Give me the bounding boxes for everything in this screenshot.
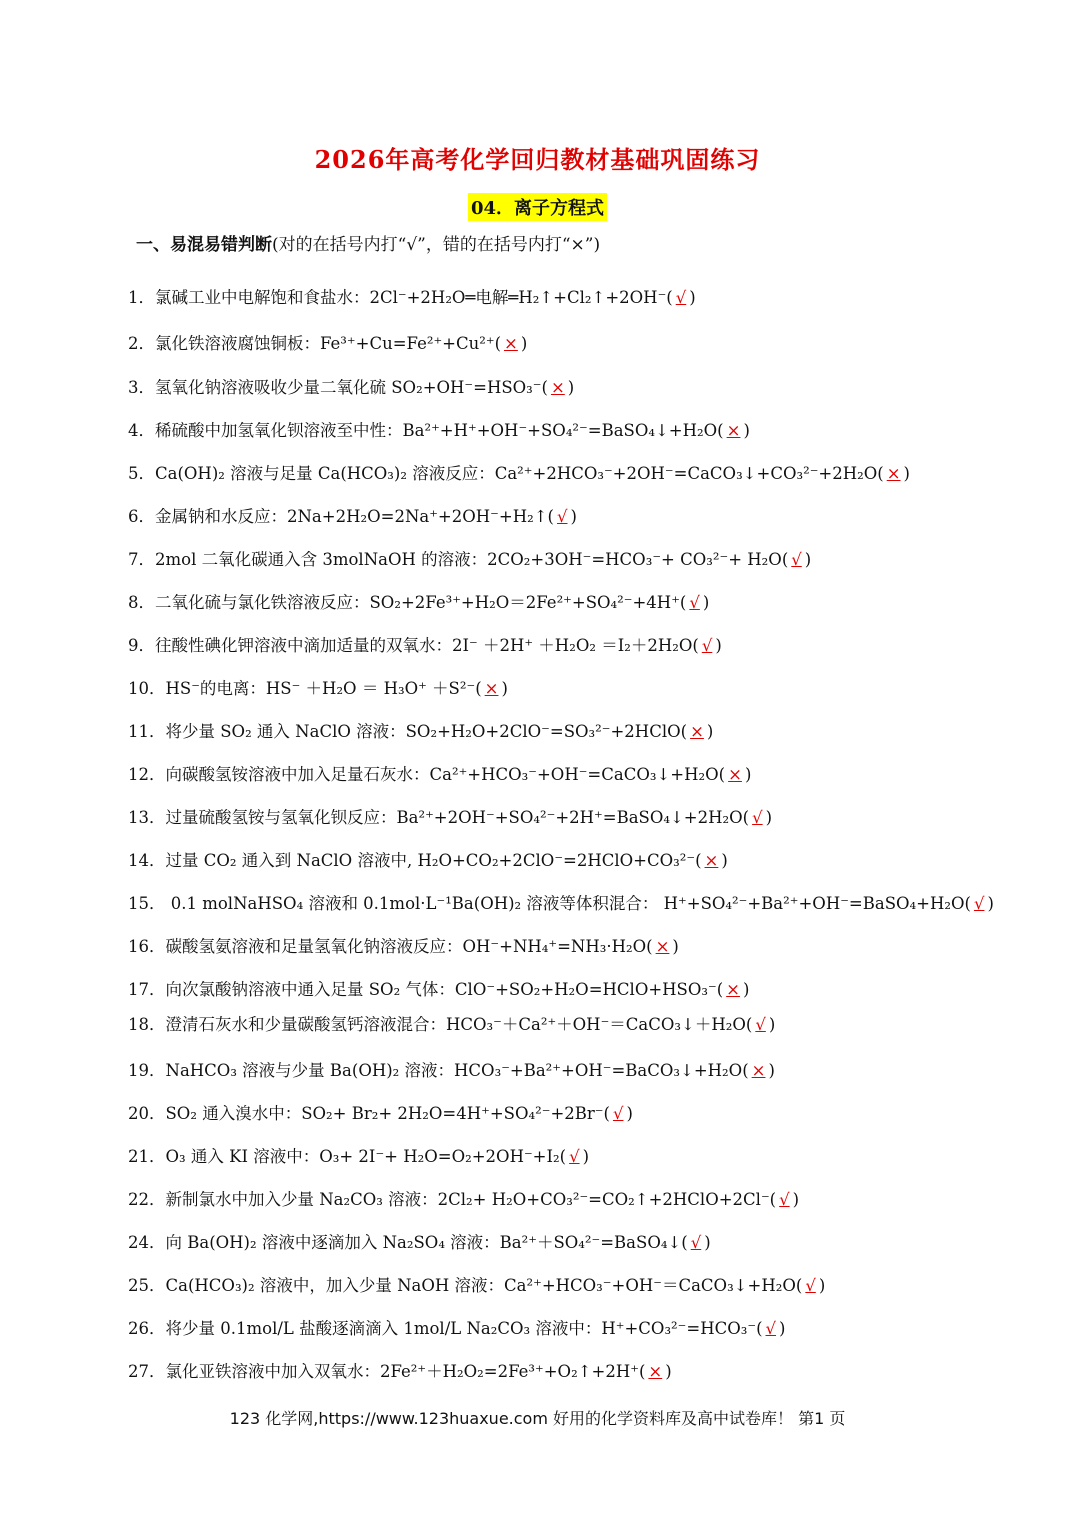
subtitle-wrap (0, 193, 1075, 221)
question-number: 4． (128, 421, 155, 440)
question-item: 1．氯碱工业中电解饱和食盐水：2Cl⁻+2H₂O═电解═H₂↑+Cl₂↑+2OH⁻( √ ) (128, 286, 696, 310)
question-item: 10．HS⁻的电离：HS⁻ ＋H₂O ＝ H₃O⁺ ＋S²⁻( × ) (128, 677, 508, 701)
answer-mark: √ (755, 1015, 766, 1034)
question-text: 新制氯水中加入少量 Na₂CO₃ 溶液：2Cl₂+ H₂O+CO₃²⁻=CO₂↑+2HClO+2Cl⁻ (165, 1190, 770, 1209)
answer-mark: × (751, 1061, 766, 1080)
question-number: 1． (128, 288, 155, 307)
question-item: 11．将少量 SO₂ 通入 NaClO 溶液：SO₂+H₂O+2ClO⁻=SO₃²⁻+2HClO( × ) (128, 720, 713, 744)
page-footer: 123 化学网,https://www.123huaxue.com 好用的化学资料库及高中试卷库！ 第1 页 (229, 1409, 846, 1428)
question-item: 27．氯化亚铁溶液中加入双氧水：2Fe²⁺＋H₂O₂=2Fe³⁺+O₂↑+2H⁺( × ) (128, 1360, 672, 1384)
question-item: 20．SO₂ 通入溴水中：SO₂+ Br₂+ 2H₂O=4H⁺+SO₄²⁻+2Br⁻( √ ) (128, 1102, 633, 1126)
answer-mark: × (648, 1362, 663, 1381)
question-item: 19．NaHCO₃ 溶液与少量 Ba(OH)₂ 溶液：HCO₃⁻+Ba²⁺+OH⁻=BaCO₃↓+H₂O( × ) (128, 1059, 775, 1083)
question-number: 21． (128, 1147, 166, 1166)
answer-mark: √ (690, 1233, 702, 1252)
question-text: Ca(OH)₂ 溶液与足量 Ca(HCO₃)₂ 溶液反应：Ca²⁺+2HCO₃⁻+2OH⁻=CaCO₃↓+CO₃²⁻+2H₂O (155, 464, 878, 483)
question-text: 向 Ba(OH)₂ 溶液中逐滴加入 Na₂SO₄ 溶液：Ba²⁺＋SO₄²⁻=BaSO₄↓ (165, 1233, 682, 1252)
question-item: 5．Ca(OH)₂ 溶液与足量 Ca(HCO₃)₂ 溶液反应：Ca²⁺+2HCO₃⁻+2OH⁻=CaCO₃↓+CO₃²⁻+2H₂O( × ) (128, 462, 910, 486)
page-title: 2026年高考化学回归教材基础巩固练习 (314, 145, 761, 174)
question-number: 13． (128, 808, 166, 827)
question-number: 18． (128, 1015, 166, 1034)
question-text: 往酸性碘化钾溶液中滴加适量的双氧水：2I⁻ ＋2H⁺ ＋H₂O₂ ＝I₂＋2H₂O (155, 636, 693, 655)
question-text: 氯化铁溶液腐蚀铜板：Fe³⁺+Cu=Fe²⁺+Cu²⁺ (155, 334, 495, 353)
answer-mark: √ (675, 288, 687, 307)
question-item: 3．氢氧化钠溶液吸收少量二氧化硫 SO₂+OH⁻=HSO₃⁻( × ) (128, 376, 574, 400)
answer-mark: √ (752, 808, 763, 827)
question-number: 14． (128, 851, 166, 870)
question-text: 金属钠和水反应：2Na+2H₂O=2Na⁺+2OH⁻+H₂↑ (155, 507, 548, 526)
question-item: 2．氯化铁溶液腐蚀铜板：Fe³⁺+Cu=Fe²⁺+Cu²⁺( × ) (128, 332, 527, 356)
question-item: 26．将少量 0.1mol/L 盐酸逐滴滴入 1mol/L Na₂CO₃ 溶液中：H⁺+CO₃²⁻=HCO₃⁻( √ ) (128, 1317, 785, 1341)
question-number: 5． (128, 464, 155, 483)
question-item: 21．O₃ 通入 KI 溶液中：O₃+ 2I⁻+ H₂O=O₂+2OH⁻+I₂( √ ) (128, 1145, 589, 1169)
question-number: 22． (128, 1190, 166, 1209)
question-text: 澄清石灰水和少量碳酸氢钙溶液混合：HCO₃⁻＋Ca²⁺＋OH⁻＝CaCO₃↓＋H₂O (165, 1015, 746, 1034)
answer-mark: √ (805, 1276, 816, 1295)
question-text: 向碳酸氢铵溶液中加入足量石灰水：Ca²⁺+HCO₃⁻+OH⁻=CaCO₃↓+H₂O (165, 765, 719, 784)
question-text: 向次氯酸钠溶液中通入足量 SO₂ 气体：ClO⁻+SO₂+H₂O=HClO+HSO₃⁻ (165, 980, 717, 999)
section-heading-text: 一、易混易错判断 (136, 235, 272, 255)
question-text: 2mol 二氧化碳通入含 3molNaOH 的溶液：2CO₂+3OH⁻=HCO₃⁻+ CO₃²⁻+ H₂O (155, 550, 782, 569)
question-text: 碳酸氢氨溶液和足量氢氧化钠溶液反应：OH⁻+NH₄⁺=NH₃·H₂O (165, 937, 647, 956)
question-number: 10． (128, 679, 166, 698)
question-item: 24．向 Ba(OH)₂ 溶液中逐滴加入 Na₂SO₄ 溶液：Ba²⁺＋SO₄²⁻=BaSO₄↓( √ ) (128, 1231, 711, 1255)
question-number: 27． (128, 1362, 166, 1381)
question-number: 6． (128, 507, 155, 526)
question-item: 14．过量 CO₂ 通入到 NaClO 溶液中, H₂O+CO₂+2ClO⁻=2HClO+CO₃²⁻( × ) (128, 849, 728, 873)
question-item: 18．澄清石灰水和少量碳酸氢钙溶液混合：HCO₃⁻＋Ca²⁺＋OH⁻＝CaCO₃↓＋H₂O( √ ) (128, 1013, 775, 1037)
page-subtitle: 04．离子方程式 (468, 193, 607, 221)
answer-mark: × (690, 722, 704, 741)
question-text: 将少量 0.1mol/L 盐酸逐滴滴入 1mol/L Na₂CO₃ 溶液中：H⁺+CO₃²⁻=HCO₃⁻ (165, 1319, 757, 1338)
answer-mark: √ (689, 593, 700, 612)
question-item: 8．二氧化硫与氯化铁溶液反应：SO₂+2Fe³⁺+H₂O＝2Fe²⁺+SO₄²⁻+4H⁺( √ ) (128, 591, 709, 615)
question-number: 16． (128, 937, 166, 956)
answer-mark: × (704, 851, 719, 870)
question-item: 15． 0.1 molNaHSO₄ 溶液和 0.1mol·L⁻¹Ba(OH)₂ 溶液等体积混合： H⁺+SO₄²⁻+Ba²⁺+OH⁻=BaSO₄+H₂O( √ ) (128, 892, 994, 916)
question-number: 26． (128, 1319, 166, 1338)
question-text: 氢氧化钠溶液吸收少量二氧化硫 SO₂+OH⁻=HSO₃⁻ (155, 378, 542, 397)
question-number: 7． (128, 550, 155, 569)
question-item: 9．往酸性碘化钾溶液中滴加适量的双氧水：2I⁻ ＋2H⁺ ＋H₂O₂ ＝I₂＋2H₂O( √ ) (128, 634, 722, 658)
question-text: 二氧化硫与氯化铁溶液反应：SO₂+2Fe³⁺+H₂O＝2Fe²⁺+SO₄²⁻+4H⁺ (155, 593, 680, 612)
question-number: 12． (128, 765, 166, 784)
question-number: 9． (128, 636, 155, 655)
question-text: NaHCO₃ 溶液与少量 Ba(OH)₂ 溶液：HCO₃⁻+Ba²⁺+OH⁻=BaCO₃↓+H₂O (165, 1061, 743, 1080)
question-text: 过量 CO₂ 通入到 NaClO 溶液中, H₂O+CO₂+2ClO⁻=2HClO+CO₃²⁻ (165, 851, 696, 870)
answer-mark: × (886, 464, 901, 483)
answer-mark: √ (612, 1104, 624, 1123)
question-text: 将少量 SO₂ 通入 NaClO 溶液：SO₂+H₂O+2ClO⁻=SO₃²⁻+2HClO (165, 722, 681, 741)
question-number: 15． (128, 894, 166, 913)
answer-mark: √ (556, 507, 568, 526)
question-number: 3． (128, 378, 155, 397)
section-heading-note: (对的在括号内打“√”，错的在括号内打“×”) (272, 235, 601, 255)
answer-mark: × (728, 765, 742, 784)
answer-mark: × (726, 980, 740, 999)
answer-mark: × (484, 679, 499, 698)
question-text: HS⁻的电离：HS⁻ ＋H₂O ＝ H₃O⁺ ＋S²⁻ (165, 679, 476, 698)
answer-mark: × (550, 378, 565, 397)
question-item: 22．新制氯水中加入少量 Na₂CO₃ 溶液：2Cl₂+ H₂O+CO₃²⁻=CO₂↑+2HClO+2Cl⁻( √ ) (128, 1188, 799, 1212)
question-number: 11． (128, 722, 166, 741)
question-number: 19． (128, 1061, 166, 1080)
question-text: O₃ 通入 KI 溶液中：O₃+ 2I⁻+ H₂O=O₂+2OH⁻+I₂ (165, 1147, 560, 1166)
question-text: 过量硫酸氢铵与氢氧化钡反应：Ba²⁺+2OH⁻+SO₄²⁻+2H⁺=BaSO₄↓+2H₂O (165, 808, 743, 827)
question-item: 13．过量硫酸氢铵与氢氧化钡反应：Ba²⁺+2OH⁻+SO₄²⁻+2H⁺=BaSO₄↓+2H₂O( √ ) (128, 806, 772, 830)
question-item: 7．2mol 二氧化碳通入含 3molNaOH 的溶液：2CO₂+3OH⁻=HCO₃⁻+ CO₃²⁻+ H₂O( √ ) (128, 548, 811, 572)
question-number: 2． (128, 334, 155, 353)
question-text: 氯碱工业中电解饱和食盐水：2Cl⁻+2H₂O═电解═H₂↑+Cl₂↑+2OH⁻ (155, 288, 667, 307)
question-item: 4．稀硫酸中加氢氧化钡溶液至中性：Ba²⁺+H⁺+OH⁻+SO₄²⁻=BaSO₄↓+H₂O( × ) (128, 419, 750, 443)
question-item: 12．向碳酸氢铵溶液中加入足量石灰水：Ca²⁺+HCO₃⁻+OH⁻=CaCO₃↓+H₂O( × ) (128, 763, 751, 787)
answer-mark: √ (765, 1319, 777, 1338)
question-text: 稀硫酸中加氢氧化钡溶液至中性：Ba²⁺+H⁺+OH⁻+SO₄²⁻=BaSO₄↓+H₂O (155, 421, 718, 440)
question-item: 6．金属钠和水反应：2Na+2H₂O=2Na⁺+2OH⁻+H₂↑( √ ) (128, 505, 577, 529)
answer-mark: √ (569, 1147, 580, 1166)
answer-mark: √ (701, 636, 713, 655)
answer-mark: × (504, 334, 518, 353)
section-heading (136, 230, 600, 255)
answer-mark: √ (791, 550, 802, 569)
question-number: 8． (128, 593, 155, 612)
answer-mark: × (726, 421, 741, 440)
question-number: 25． (128, 1276, 166, 1295)
answer-mark: √ (779, 1190, 790, 1209)
answer-mark: × (655, 937, 670, 956)
question-number: 24． (128, 1233, 166, 1252)
answer-mark: √ (973, 894, 985, 913)
question-text: 0.1 molNaHSO₄ 溶液和 0.1mol·L⁻¹Ba(OH)₂ 溶液等体积混合： H⁺+SO₄²⁻+Ba²⁺+OH⁻=BaSO₄+H₂O (165, 894, 965, 913)
question-text: Ca(HCO₃)₂ 溶液中，加入少量 NaOH 溶液：Ca²⁺+HCO₃⁻+OH⁻＝CaCO₃↓+H₂O (165, 1276, 796, 1295)
question-number: 20． (128, 1104, 166, 1123)
question-item: 25．Ca(HCO₃)₂ 溶液中，加入少量 NaOH 溶液：Ca²⁺+HCO₃⁻+OH⁻＝CaCO₃↓+H₂O( √ ) (128, 1274, 825, 1298)
question-item: 16．碳酸氢氨溶液和足量氢氧化钠溶液反应：OH⁻+NH₄⁺=NH₃·H₂O( × ) (128, 935, 679, 959)
question-item: 17．向次氯酸钠溶液中通入足量 SO₂ 气体：ClO⁻+SO₂+H₂O=HClO+HSO₃⁻( × ) (128, 978, 749, 1002)
question-text: SO₂ 通入溴水中：SO₂+ Br₂+ 2H₂O=4H⁺+SO₄²⁻+2Br⁻ (165, 1104, 604, 1123)
question-text: 氯化亚铁溶液中加入双氧水：2Fe²⁺＋H₂O₂=2Fe³⁺+O₂↑+2H⁺ (165, 1362, 639, 1381)
question-number: 17． (128, 980, 166, 999)
